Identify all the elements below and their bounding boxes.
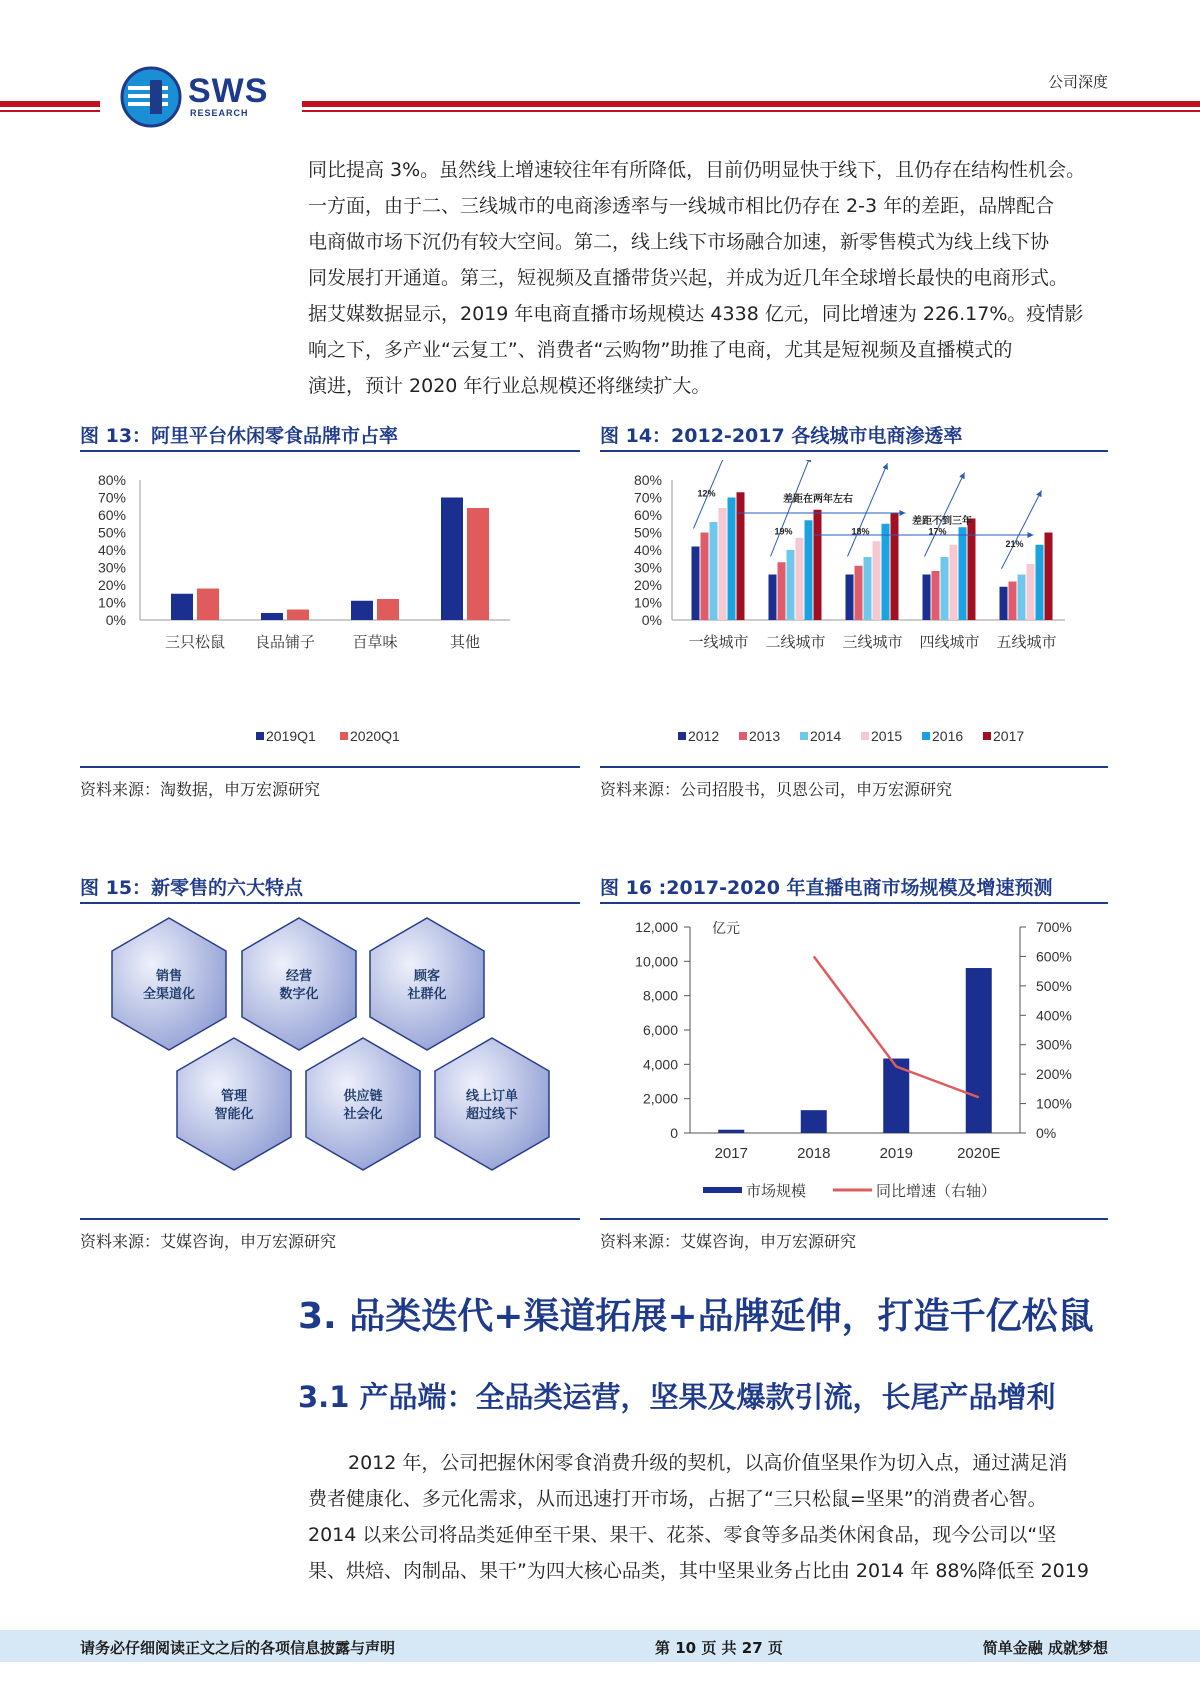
y-tick-label-left: 6,000: [642, 1022, 678, 1038]
hexagon-label: 顾客: [413, 969, 441, 984]
bar: [728, 498, 736, 621]
header-rule-right: [302, 101, 1200, 107]
bar: [1027, 564, 1035, 620]
intro-paragraph: [308, 152, 1104, 404]
y-tick-label-right: 200%: [1036, 1066, 1072, 1083]
fig13-source: 资料来源：淘数据，申万宏源研究: [80, 780, 321, 799]
bar: [737, 492, 745, 620]
legend-swatch: [861, 732, 869, 740]
bar: [941, 557, 949, 620]
growth-annotation: 17%: [928, 526, 947, 537]
bar: [701, 533, 709, 621]
bar: [787, 550, 795, 620]
x-tick-label: 2020E: [957, 1145, 1001, 1162]
hexagon-label: 全渠道化: [142, 987, 196, 1002]
hexagon-online-orders: [435, 1038, 549, 1170]
header-rule-right-thin: [302, 110, 1200, 112]
fig15-bottom-rule: [80, 1218, 580, 1220]
y-tick-label-right: 700%: [1036, 919, 1072, 935]
footer-slogan: 简单金融 成就梦想: [982, 1639, 1108, 1657]
bar: [805, 520, 813, 620]
fig15-source: 资料来源：艾媒咨询，申万宏源研究: [80, 1232, 337, 1251]
y-tick-label: 10%: [633, 594, 662, 611]
logo-subtitle: RESEARCH: [190, 108, 249, 118]
bar: [719, 508, 727, 620]
bar: [891, 513, 899, 620]
x-tick-label: 三线城市: [842, 634, 903, 651]
bar: [950, 545, 958, 620]
y-tick-label: 50%: [97, 524, 126, 541]
legend-label: 2013: [749, 728, 781, 744]
x-tick-label: 二线城市: [765, 634, 826, 651]
x-tick-label: 2019: [879, 1145, 913, 1162]
footer-page-number: 第 10 页 共 27 页: [655, 1639, 783, 1657]
header-rule-left-thin: [0, 110, 100, 112]
body-paragraph: [308, 1445, 1104, 1589]
y-tick-label: 80%: [633, 472, 662, 488]
y-tick-label: 0%: [105, 612, 126, 628]
bar: [814, 510, 822, 620]
bar: [1018, 575, 1026, 621]
bar: [377, 599, 399, 620]
x-tick-label: 良品铺子: [254, 634, 316, 651]
y-tick-label: 10%: [97, 594, 126, 611]
x-tick-label: 百草味: [352, 634, 398, 651]
bar: [959, 527, 967, 620]
bar: [769, 575, 777, 621]
bar: [441, 498, 463, 621]
y-tick-label-right: 100%: [1036, 1095, 1072, 1112]
legend-label: 同比增速（右轴）: [876, 1183, 997, 1200]
legend-label: 2020Q1: [350, 728, 400, 744]
y-tick-label-left: 8,000: [642, 987, 678, 1004]
x-tick-label: 三只松鼠: [164, 634, 226, 651]
fig15-top-rule: [80, 902, 580, 904]
y-tick-label-right: 0%: [1036, 1125, 1057, 1141]
legend-swatch: [922, 732, 930, 740]
y-tick-label-left: 0: [670, 1125, 678, 1141]
y-tick-label-right: 300%: [1036, 1036, 1072, 1053]
legend-swatch: [340, 732, 348, 740]
x-tick-label: 四线城市: [919, 634, 980, 651]
y-tick-label: 80%: [97, 472, 126, 488]
text-line: 一方面，由于二、三线城市的电商渗透率与一线城市相比仍存在 2-3 年的差距，品牌配合: [308, 195, 1055, 217]
legend-label: 2017: [993, 728, 1025, 744]
fig14-title: 图 14：2012-2017 各线城市电商渗透率: [600, 425, 963, 447]
text-line: 演进，预计 2020 年行业总规模还将继续扩大。: [308, 375, 711, 397]
fig15-title: 图 15：新零售的六大特点: [80, 877, 304, 899]
legend-label: 2016: [932, 728, 964, 744]
y-tick-label-left: 12,000: [635, 919, 678, 935]
legend-label: 2015: [871, 728, 903, 744]
fig15-diagram: [80, 910, 580, 1210]
text-line: 同比提高 3%。虽然线上增速较往年有所降低，目前仍明显快于线下，且仍存在结构性机会。: [308, 159, 1086, 181]
fig13-chart: [80, 460, 580, 760]
legend-swatch: [256, 732, 264, 740]
fig16-top-rule: [600, 902, 1108, 904]
y-tick-label-right: 500%: [1036, 977, 1072, 994]
legend-swatch: [800, 732, 808, 740]
bar: [968, 519, 976, 621]
y-tick-label: 0%: [641, 612, 662, 628]
y-tick-label-right: 600%: [1036, 948, 1072, 965]
fig14-bottom-rule: [600, 766, 1108, 768]
y-tick-label: 60%: [97, 507, 126, 523]
fig16-title: 图 16 :2017-2020 年直播电商市场规模及增速预测: [600, 877, 1053, 899]
bar: [1045, 533, 1053, 621]
growth-annotation: 18%: [851, 526, 870, 537]
hexagon-sales: [112, 918, 226, 1050]
bar: [1000, 587, 1008, 620]
x-tick-label: 其他: [449, 634, 481, 651]
bar: [467, 508, 489, 620]
hexagon-supply-chain: [306, 1038, 420, 1170]
bar: [718, 1130, 744, 1133]
fig13-title: 图 13：阿里平台休闲零食品牌市占率: [80, 425, 399, 447]
y-tick-label: 60%: [633, 507, 662, 523]
fig16-source: 资料来源：艾媒咨询，申万宏源研究: [600, 1232, 857, 1251]
fig16-bottom-rule: [600, 1218, 1108, 1220]
bar: [864, 557, 872, 620]
text-line: 响之下，多产业“云复工”、消费者“云购物”助推了电商，尤其是短视频及直播模式的: [308, 339, 1013, 361]
footer-disclaimer: 请务必仔细阅读正文之后的各项信息披露与声明: [80, 1639, 396, 1657]
header-rule-left: [0, 101, 100, 107]
fig16-chart: [600, 910, 1108, 1210]
growth-annotation: 19%: [774, 526, 793, 537]
text-line: 费者健康化、多元化需求，从而迅速打开市场，占据了“三只松鼠=坚果”的消费者心智。: [308, 1488, 1047, 1510]
fig13-top-rule: [80, 450, 580, 452]
footer-bar: [0, 1630, 1200, 1662]
y-tick-label: 20%: [97, 577, 126, 593]
y-tick-label-right: 400%: [1036, 1007, 1072, 1024]
gap-annotation: 差距在两年左右: [783, 494, 853, 505]
legend-label: 市场规模: [746, 1183, 807, 1200]
y-tick-label-left: 2,000: [642, 1090, 678, 1107]
hexagon-label: 智能化: [214, 1107, 254, 1122]
hexagon-label: 社群化: [407, 987, 447, 1002]
y-tick-label-left: 10,000: [635, 953, 678, 970]
legend-label: 2014: [810, 728, 842, 744]
bar: [882, 524, 890, 620]
hexagon-label: 线上订单: [465, 1089, 519, 1104]
bar: [846, 575, 854, 621]
legend-label: 2019Q1: [266, 728, 316, 744]
y-tick-label-left: 4,000: [642, 1056, 678, 1073]
y-tick-label: 20%: [633, 577, 662, 593]
hexagon-label: 供应链: [343, 1089, 383, 1104]
hexagon-label: 销售: [155, 969, 183, 984]
growth-annotation: 12%: [697, 488, 716, 499]
x-tick-label: 2018: [797, 1145, 831, 1162]
fig13-bottom-rule: [80, 766, 580, 768]
gap-annotation: 差距不到三年: [912, 516, 972, 527]
hexagon-label: 超过线下: [465, 1107, 519, 1122]
hexagon-label: 经营: [285, 969, 313, 984]
fig14-top-rule: [600, 450, 1108, 452]
y-tick-label: 30%: [633, 559, 662, 576]
bar: [796, 538, 804, 620]
bar: [855, 566, 863, 620]
bar: [692, 547, 700, 621]
y-tick-label: 40%: [633, 542, 662, 558]
hexagon-customer: [370, 918, 484, 1050]
bar: [801, 1110, 827, 1133]
bar: [261, 613, 283, 620]
y-tick-label: 40%: [97, 542, 126, 558]
subsection-heading: 3.1 产品端：全品类运营，坚果及爆款引流，长尾产品增利: [298, 1380, 1056, 1414]
hexagon-label: 管理: [220, 1089, 248, 1104]
bar: [923, 575, 931, 621]
text-line: 据艾媒数据显示，2019 年电商直播市场规模达 4338 亿元，同比增速为 226.17%。疫情影: [308, 303, 1084, 325]
x-tick-label: 2017: [714, 1145, 748, 1162]
logo-text: SWS: [188, 72, 269, 110]
y-tick-label: 30%: [97, 559, 126, 576]
fig14-chart: [600, 460, 1108, 760]
growth-annotation: 21%: [1005, 538, 1024, 549]
bar: [287, 610, 309, 621]
bar: [710, 522, 718, 620]
y-tick-label: 70%: [97, 489, 126, 506]
legend-swatch: [678, 732, 686, 740]
bar: [932, 571, 940, 620]
text-line: 2012 年，公司把握休闲零食消费升级的契机，以高价值坚果作为切入点，通过满足消: [348, 1452, 1068, 1474]
hexagon-operation: [242, 918, 356, 1050]
y-unit-label: 亿元: [712, 920, 740, 936]
hexagon-label: 数字化: [279, 987, 319, 1002]
fig14-source: 资料来源：公司招股书，贝恩公司，申万宏源研究: [600, 780, 953, 799]
y-tick-label: 50%: [633, 524, 662, 541]
bar: [966, 968, 992, 1133]
logo-mark-icon: [120, 66, 182, 128]
bar: [1009, 582, 1017, 621]
bar: [351, 601, 373, 620]
bar: [197, 589, 219, 621]
text-line: 2014 以来公司将品类延伸至干果、果干、花茶、零食等多品类休闲食品，现今公司以“坚: [308, 1524, 1057, 1546]
y-tick-label: 70%: [633, 489, 662, 506]
bar: [1036, 545, 1044, 620]
section-heading: 3. 品类迭代+渠道拓展+品牌延伸，打造千亿松鼠: [298, 1296, 1094, 1337]
legend-swatch: [739, 732, 747, 740]
bar: [873, 541, 881, 620]
bar: [778, 562, 786, 620]
hexagon-management: [177, 1038, 291, 1170]
bar: [171, 594, 193, 620]
text-line: 电商做市场下沉仍有较大空间。第二，线上线下市场融合加速，新零售模式为线上线下协: [308, 231, 1050, 253]
text-line: 同发展打开通道。第三，短视频及直播带货兴起，并成为近几年全球增长最快的电商形式。: [308, 267, 1069, 289]
section-label: 公司深度: [1047, 73, 1108, 91]
legend-swatch: [983, 732, 991, 740]
text-line: 果、烘焙、肉制品、果干”为四大核心品类，其中坚果业务占比由 2014 年 88%降低至 2019: [308, 1560, 1089, 1582]
x-tick-label: 一线城市: [688, 634, 749, 651]
hexagon-label: 社会化: [343, 1107, 383, 1122]
x-tick-label: 五线城市: [996, 634, 1057, 651]
legend-label: 2012: [688, 728, 720, 744]
